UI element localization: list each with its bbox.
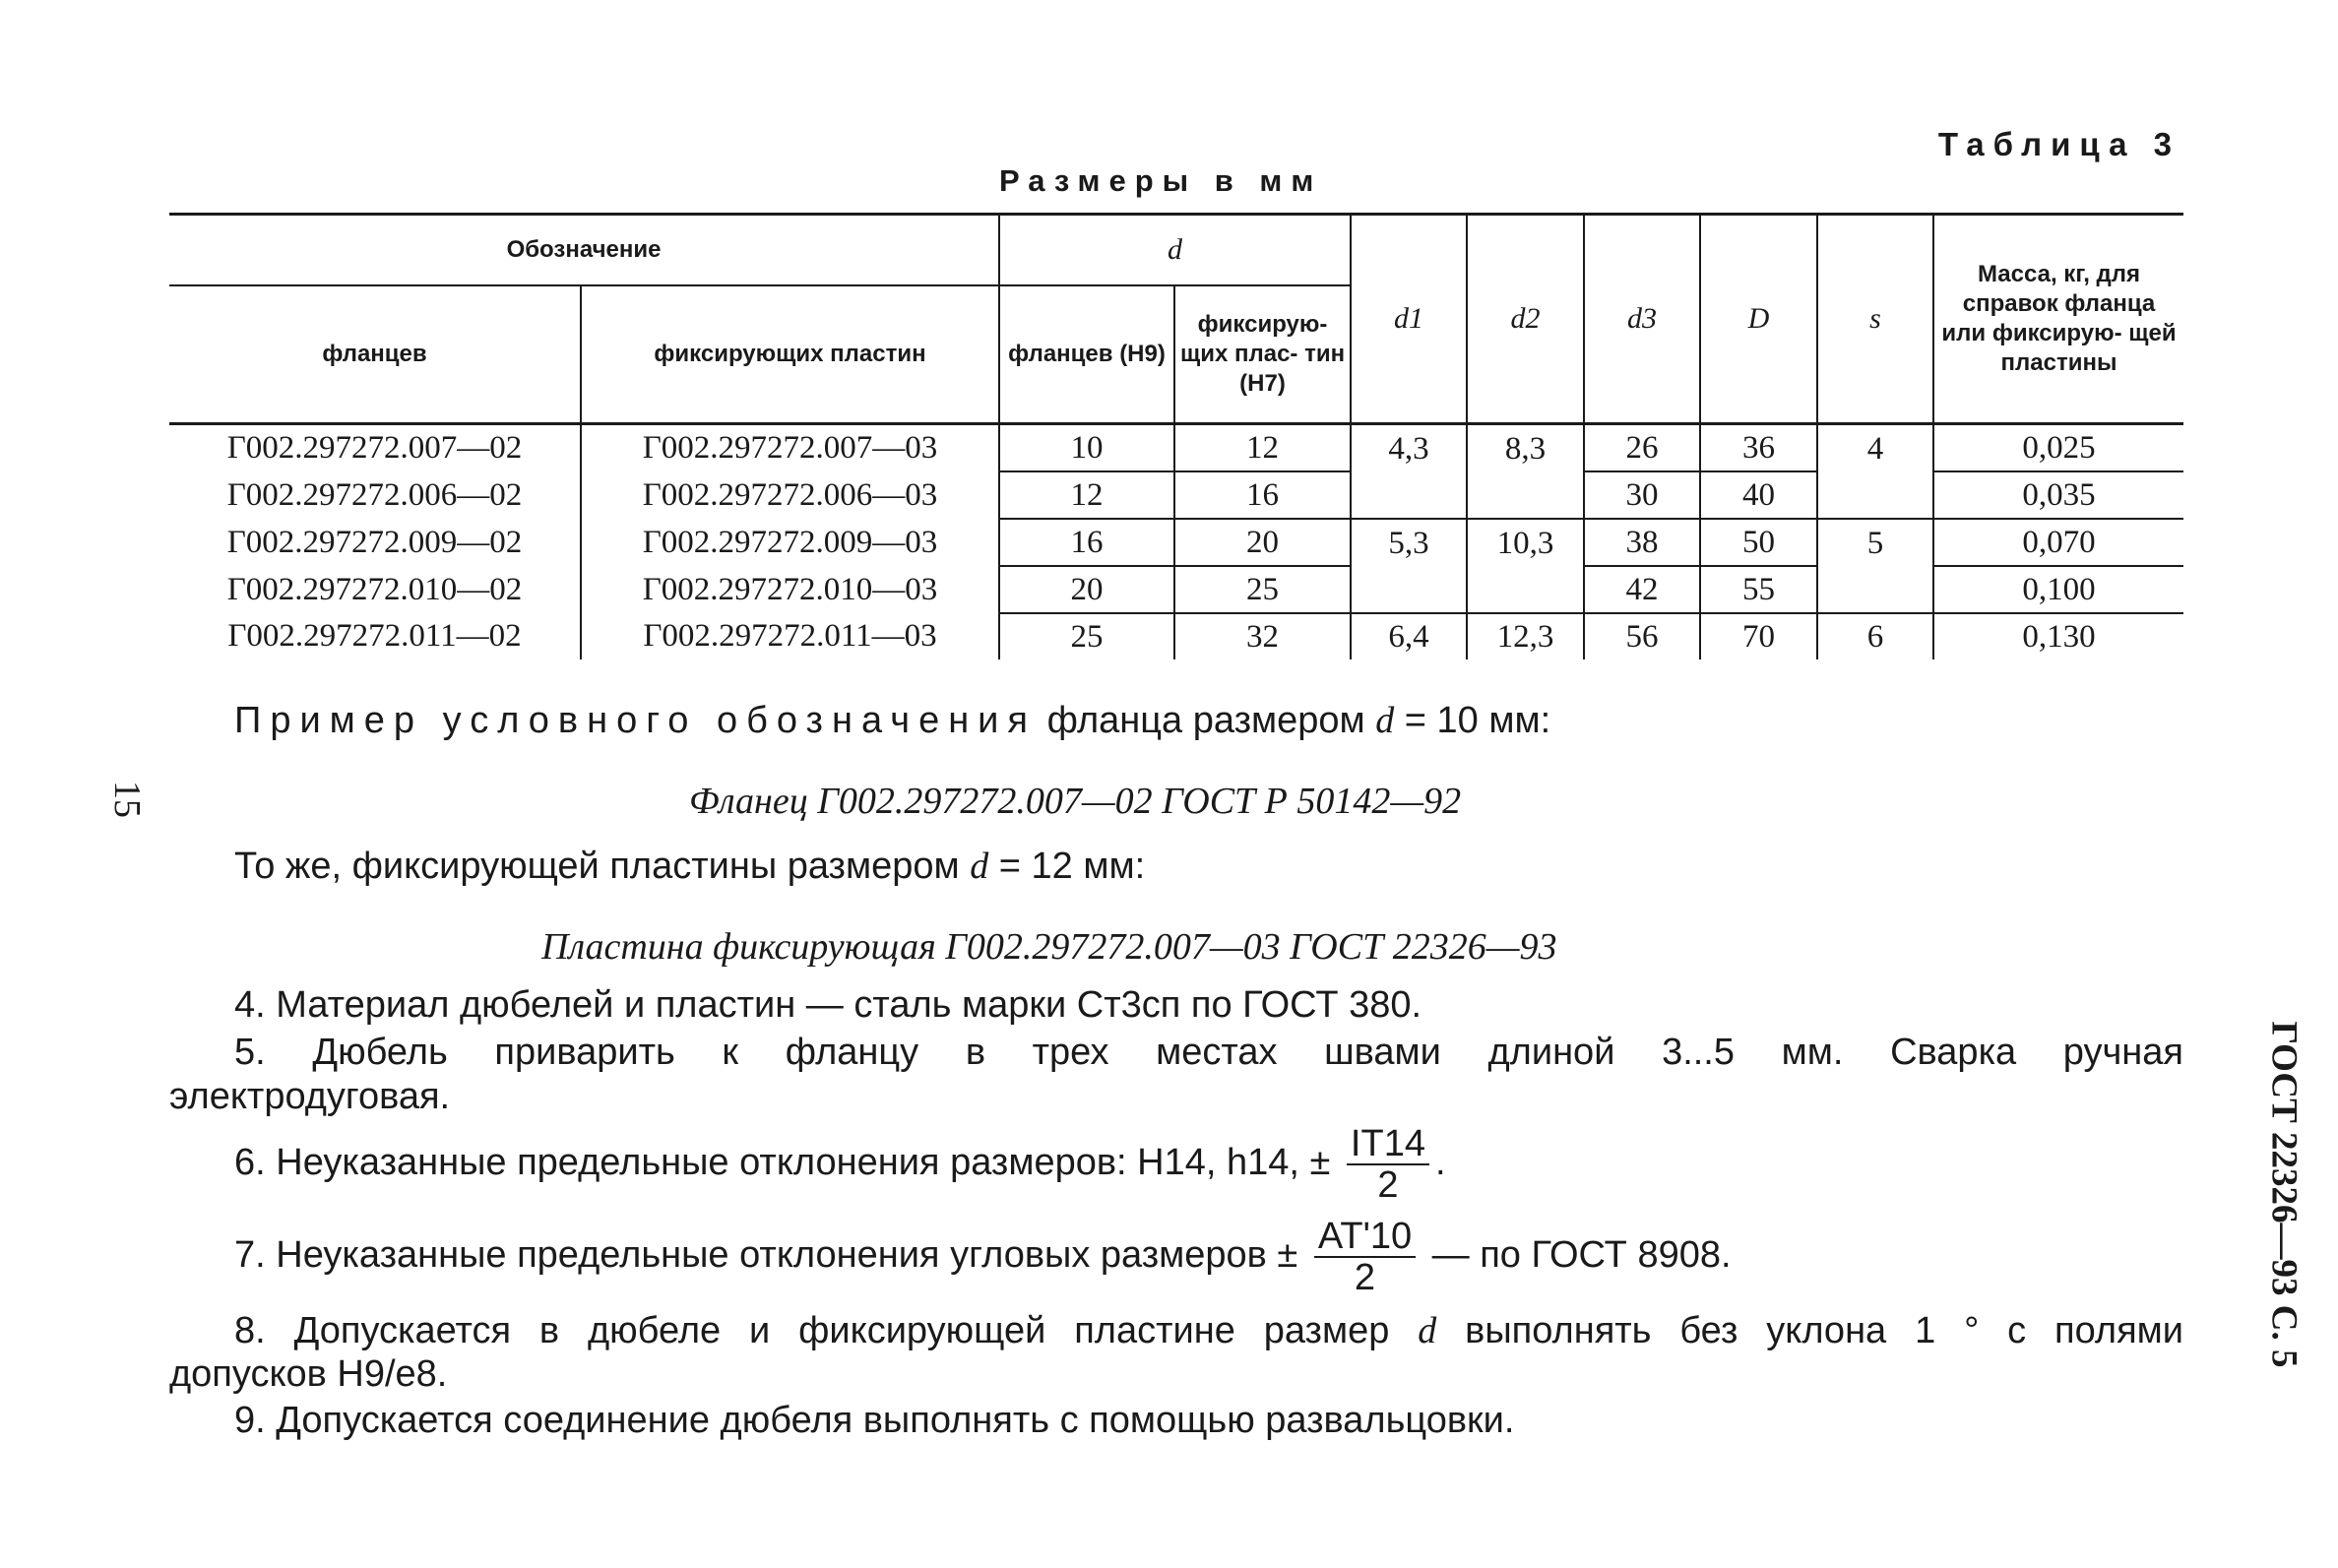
clause-6-end: . [1434, 1142, 1446, 1184]
cell-plate: Г002.297272.006—03 [581, 471, 999, 519]
cell-mass: 0,035 [1933, 471, 2183, 519]
example-intro [234, 699, 1550, 742]
flange-designation: Фланец Г002.297272.007—02 ГОСТ Р 50142—92 [689, 781, 1462, 822]
dimensions-table [169, 213, 2183, 659]
cell-plate: Г002.297272.007—03 [581, 424, 999, 472]
cell-d1: 4,3 [1351, 424, 1467, 520]
clause-5-line-1: 5. Дюбель приварить к фланцу в трех местах швами длиной 3...5 мм. Сварка ручная [234, 1032, 2183, 1073]
plate-intro-text: То же, фиксирующей пластины размером [234, 846, 960, 887]
clause-7 [234, 1217, 1732, 1297]
header-d3: d3 [1584, 215, 1700, 424]
clause-7-end: — по ГОСТ 8908. [1431, 1234, 1732, 1277]
example-var-d: d [1375, 700, 1395, 741]
header-mass: Масса, кг, для справок фланца или фиксирую- щей пластины [1933, 215, 2183, 424]
cell-d2: 10,3 [1467, 519, 1584, 613]
clause-8-var-d: d [1418, 1310, 1437, 1351]
clause-8-line-1 [234, 1309, 2183, 1352]
table-row [169, 424, 2183, 472]
clause-6 [234, 1124, 1446, 1205]
fraction-numerator: AT'10 [1314, 1217, 1416, 1258]
example-intro-value: = 10 мм: [1404, 700, 1551, 741]
header-flanges: фланцев [169, 285, 581, 424]
header-d1: d1 [1351, 215, 1467, 424]
header-d2: d2 [1467, 215, 1584, 424]
cell-mass: 0,070 [1933, 519, 2183, 566]
cell-d-plate: 12 [1174, 424, 1351, 472]
cell-d3: 26 [1584, 424, 1700, 472]
cell-d-flange: 10 [999, 424, 1174, 472]
plate-var-d: d [970, 846, 989, 887]
cell-d2: 12,3 [1467, 613, 1584, 659]
cell-plate: Г002.297272.011—03 [581, 613, 999, 659]
cell-d-plate: 20 [1174, 519, 1351, 566]
cell-flange: Г002.297272.009—02 [226, 524, 523, 560]
table-row [169, 519, 2183, 566]
cell-d-plate: 32 [1174, 613, 1351, 659]
cell-d3: 38 [1584, 519, 1700, 566]
cell-plate: Г002.297272.010—03 [581, 566, 999, 613]
cell-flange: Г002.297272.011—02 [227, 618, 522, 654]
fraction-denominator: 2 [1354, 1257, 1376, 1298]
fraction-denominator: 2 [1377, 1164, 1399, 1206]
cell-flange: Г002.297272.010—02 [226, 571, 523, 607]
cell-d-flange: 20 [999, 566, 1174, 613]
cell-d3: 30 [1584, 471, 1700, 519]
clause-6-text: 6. Неуказанные предельные отклонения размеров: H14, h14, ± [234, 1142, 1331, 1184]
fraction-numerator: IT14 [1347, 1124, 1429, 1165]
header-designation: Обозначение [169, 215, 999, 286]
cell-d1: 6,4 [1351, 613, 1467, 659]
table-row [169, 613, 2183, 659]
clause-5-line-2: электродуговая. [169, 1076, 451, 1117]
cell-D: 55 [1700, 566, 1817, 613]
cell-d2: 8,3 [1467, 424, 1584, 520]
plate-intro [234, 845, 1145, 888]
cell-flange: Г002.297272.007—02 [226, 430, 523, 466]
header-d-flanges: фланцев (H9) [999, 285, 1174, 424]
cell-d-flange: 16 [999, 519, 1174, 566]
example-intro-spaced: Пример условного обозначения [234, 700, 1037, 741]
cell-D: 36 [1700, 424, 1817, 472]
header-s: s [1817, 215, 1933, 424]
cell-d3: 42 [1584, 566, 1700, 613]
cell-d-plate: 16 [1174, 471, 1351, 519]
plate-intro-value: = 12 мм: [998, 846, 1146, 887]
fraction-at10 [1314, 1217, 1416, 1297]
cell-d3: 56 [1584, 613, 1700, 659]
clause-4: 4. Материал дюбелей и пластин — сталь марки Ст3сп по ГОСТ 380. [234, 984, 1422, 1026]
clause-7-text: 7. Неуказанные предельные отклонения угловых размеров ± [234, 1234, 1298, 1277]
page-number: 15 [106, 781, 148, 818]
cell-d-flange: 25 [999, 613, 1174, 659]
gost-reference: ГОСТ 22326—93 С. 5 [2263, 1021, 2305, 1368]
plate-designation: Пластина фиксирующая Г002.297272.007—03 ГОСТ 22326—93 [541, 926, 1557, 968]
fraction-it14 [1347, 1124, 1429, 1205]
cell-flange: Г002.297272.006—02 [226, 476, 523, 513]
clause-8-line-2: допусков H9/e8. [169, 1353, 448, 1395]
cell-D: 50 [1700, 519, 1817, 566]
header-D: D [1700, 215, 1817, 424]
header-d-plates: фиксирую- щих плас- тин (H7) [1174, 285, 1351, 424]
cell-d-plate: 25 [1174, 566, 1351, 613]
cell-mass: 0,130 [1933, 613, 2183, 659]
header-d: d [999, 215, 1351, 286]
clause-8-text-a: 8. Допускается в дюбеле и фиксирующей пластине размер [234, 1310, 1390, 1351]
table-title: Таблица 3 [1937, 126, 2180, 162]
cell-mass: 0,100 [1933, 566, 2183, 613]
cell-s: 4 [1817, 424, 1933, 520]
units-caption: Размеры в мм [999, 163, 1323, 198]
cell-D: 70 [1700, 613, 1817, 659]
clause-9: 9. Допускается соединение дюбеля выполнять с помощью развальцовки. [234, 1400, 1515, 1441]
example-intro-rest: фланца размером [1046, 700, 1365, 741]
cell-plate: Г002.297272.009—03 [581, 519, 999, 566]
header-plates: фиксирующих пластин [581, 285, 999, 424]
cell-D: 40 [1700, 471, 1817, 519]
clause-8-text-b: выполнять без уклона 1 ° с полями [1465, 1310, 2184, 1351]
cell-mass: 0,025 [1933, 424, 2183, 472]
cell-s: 5 [1817, 519, 1933, 613]
cell-d1: 5,3 [1351, 519, 1467, 613]
cell-d-flange: 12 [999, 471, 1174, 519]
cell-s: 6 [1817, 613, 1933, 659]
